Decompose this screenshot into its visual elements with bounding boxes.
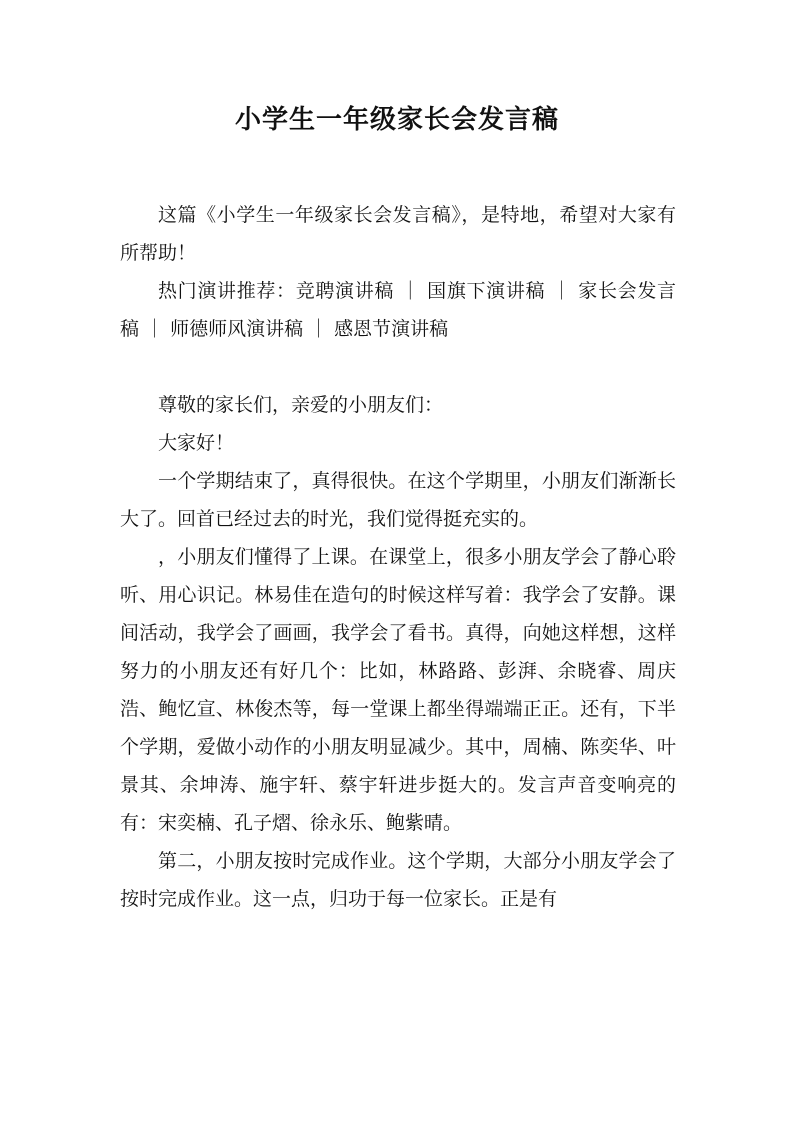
greeting-paragraph: 大家好！ [158, 432, 235, 454]
intro-paragraph: 这篇《小学生一年级家长会发言稿》，是特地，希望对大家有所帮助！ [120, 204, 676, 264]
document-title: 小学生一年级家长会发言稿 [234, 105, 559, 135]
salutation-paragraph: 尊敬的家长们，亲爱的小朋友们： [158, 394, 444, 416]
paragraph-1: 一个学期结束了，真得很快。在这个学期里，小朋友们渐渐长大了。回首已经过去的时光，我们觉得挺充实的。 [120, 470, 676, 530]
blank-line [120, 348, 676, 386]
document-body [120, 196, 676, 918]
paragraph-2: ，小朋友们懂得了上课。在课堂上，很多小朋友学会了静心聆听、用心识记。林易佳在造句的时候这样写着：我学会了安静。课间活动，我学会了画画，我学会了看书。真得，向她这样想，这样努力的小朋友还有好几个：比如，林路路、彭湃、余晓睿、周庆浩、鲍忆宣、林俊杰等，每一堂课上都坐得端端正正。还有，下半个学期，爱做小动作的小朋友明显减少。其中，周楠、陈奕华、叶景其、余坤涛、施宇轩、蔡宇轩进步挺大的。发言声音变响亮的有：宋奕楠、孔子熠、徐永乐、鲍紫晴。 [120, 546, 676, 834]
paragraph-3: 第二，小朋友按时完成作业。这个学期，大部分小朋友学会了按时完成作业。这一点，归功于每一位家长。正是有 [120, 850, 676, 910]
recommend-paragraph: 热门演讲推荐：竞聘演讲稿 ｜ 国旗下演讲稿 ｜ 家长会发言稿 ｜ 师德师风演讲稿 ｜ 感恩节演讲稿 [120, 280, 676, 340]
